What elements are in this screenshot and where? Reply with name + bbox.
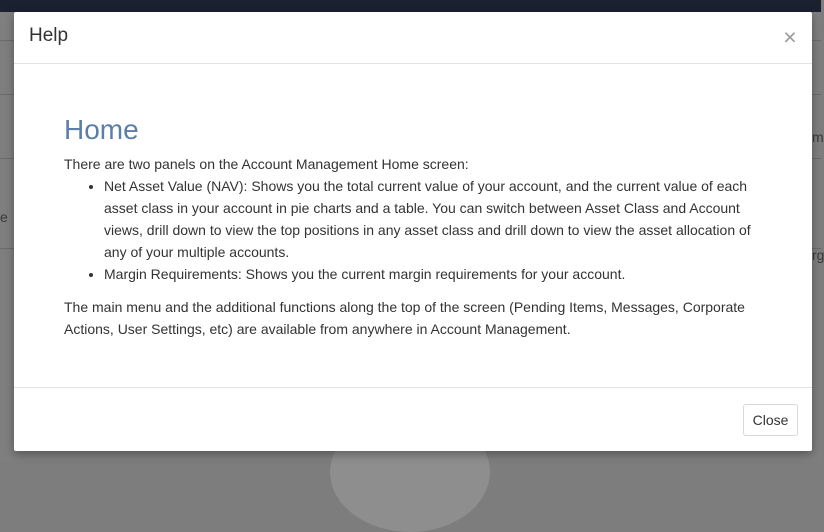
background-top-bar — [0, 0, 821, 12]
modal-header — [14, 12, 812, 64]
background-text-fragment: e — [0, 209, 8, 225]
section-heading: Home — [64, 114, 139, 145]
bullet-list — [64, 175, 764, 285]
close-icon[interactable]: × — [783, 24, 797, 50]
modal-footer — [14, 388, 812, 451]
footer-paragraph: The main menu and the additional functions along the top of the screen (Pending Items, Messages, Corporate Actions, User Settings, etc) are available from anywhere in Account Management. — [64, 299, 745, 337]
help-content — [64, 114, 764, 340]
modal-body — [14, 64, 812, 388]
background-text-fragment: rg — [812, 247, 824, 263]
modal-title: Help — [29, 25, 69, 46]
intro-text: There are two panels on the Account Management Home screen: — [64, 156, 469, 172]
list-item: • Margin Requirements: Shows you the current margin requirements for your account. — [104, 263, 764, 285]
background-text-fragment: m — [812, 129, 824, 145]
list-item: • Net Asset Value (NAV): Shows you the total current value of your account, and the current value of each asset class in your account in pie charts and a table. You can switch between Asset Class and Account views, drill down to view the top positions in any asset class and drill down to view the asset allocation of any of your multiple accounts. — [104, 175, 764, 263]
close-button[interactable]: Close — [743, 404, 798, 436]
help-modal — [14, 12, 812, 451]
